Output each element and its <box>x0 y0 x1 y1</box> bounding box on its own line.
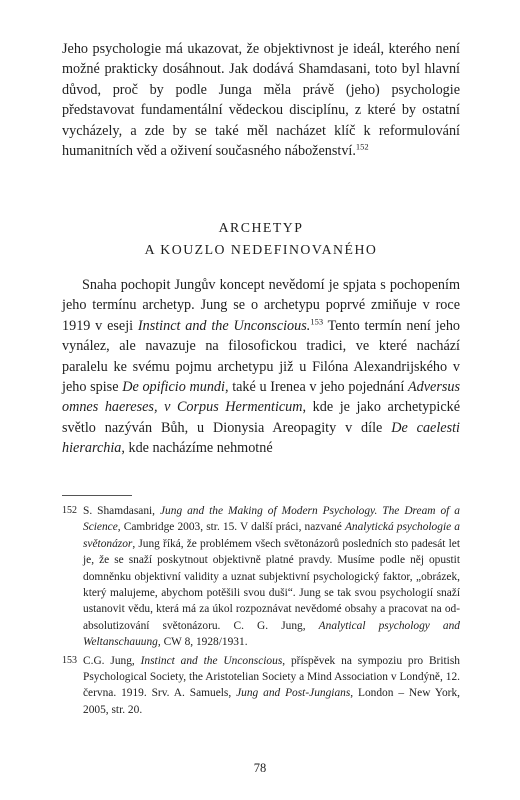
work-title: Analytical psychology and Weltanschauung <box>83 619 460 649</box>
work-title: Instinct and the Unconscious. <box>137 317 311 334</box>
paragraph-text: , také u Irenea v jeho pojednání <box>224 379 408 396</box>
section-heading-line-2: A KOUZLO NEDEFINOVANÉHO <box>144 242 378 257</box>
work-title: Jung and the Making of Modern Psychology. The Dream of a Science <box>83 505 460 534</box>
paragraph-text: , kde je jako archetypické světlo nazýván Bůh, u Dionysia Areopagity v díle <box>62 399 461 436</box>
footnote-152 <box>62 503 460 651</box>
footnote-number: 152 <box>62 505 77 516</box>
paragraph-text: Jeho psychologie má ukazovat, že objektivnost je ideál, kterého není možné prakticky dosáhnout. Jak dodává Shamdasani, toto byl hlavní důvod, proč by podle Junga měla právě (jeho) psychologie představovat fundamentální vědeckou disciplínu, z které by ostatní vycházely, a zde by se také měl nacházet klíč k reformulování humanitních věd a oživení současného náboženství. <box>62 41 460 160</box>
footnote-153 <box>62 653 460 719</box>
paragraph-text: , kde nacházíme nehmotné <box>121 440 273 457</box>
footnote-text: , Jung říká, že problémem všech světonázorů posledních sto padesát let je, že se snaží poskytnout objektivně platné pravdy. Musíme podle něj opustit domněnku objektivní validity a uznat subjektivní psychologický faktor, „obrázek, který malujeme, abychom potěšili svou duši“. Jung se tak svou psychologií snaží ustanovit vědu, která má za úkol rozpoznávat nevědomé obsahy a pracovat na od-absolutizování světonázoru. C. G. Jung, <box>83 537 460 632</box>
paragraph-text: Tento termín není jeho vynález, ale navazuje na filosofickou tradici, ve které nachází paralelu ke svému pojmu archetypu již u Filóna Alexandrijského v jeho spise <box>62 317 461 396</box>
work-title: De opificio mundi <box>122 379 225 396</box>
footnote-number: 153 <box>62 654 77 666</box>
footnote-reference: 153 <box>310 316 324 327</box>
footnote-text: , CW 8, 1928/1931. <box>157 636 248 649</box>
footnote-text: C.G. Jung, <box>83 654 141 667</box>
footnotes <box>62 503 460 720</box>
footnote-text: , Cambridge 2003, str. 15. V další práci, nazvané <box>117 521 345 534</box>
body-paragraph-continued <box>62 39 460 161</box>
footnote-text: S. Shamdasani, <box>83 505 160 517</box>
footnote-text: , London – New York, 2005, str. 20. <box>83 687 461 716</box>
footnote-divider <box>62 495 132 496</box>
body-paragraph <box>62 275 460 459</box>
footnote-reference: 152 <box>355 141 369 152</box>
work-title: Analytická psychologie a světonázor <box>83 521 460 550</box>
work-title: Jung and Post-Jungians <box>236 687 351 700</box>
footnote-text: , příspěvek na sympoziu pro British Psychological Society, the Aristotelian Society a Mind Association v Londýně, 12. června. 1919. Srv. A. Samuels, <box>83 654 460 700</box>
work-title: De caelesti hierarchia <box>62 419 461 457</box>
page-number: 78 <box>253 761 267 775</box>
work-title: Instinct and the Unconscious <box>140 654 283 667</box>
section-heading-line-1: ARCHETYP <box>218 220 304 235</box>
paragraph-text: Snaha pochopit Jungův koncept nevědomí je spjata s pochopením jeho termínu archetyp. Jung se o archetypu poprvé zmiňuje v roce 1919 v eseji <box>62 277 460 334</box>
work-title: Adversus omnes haereses, v Corpus Hermenticum <box>62 379 461 416</box>
